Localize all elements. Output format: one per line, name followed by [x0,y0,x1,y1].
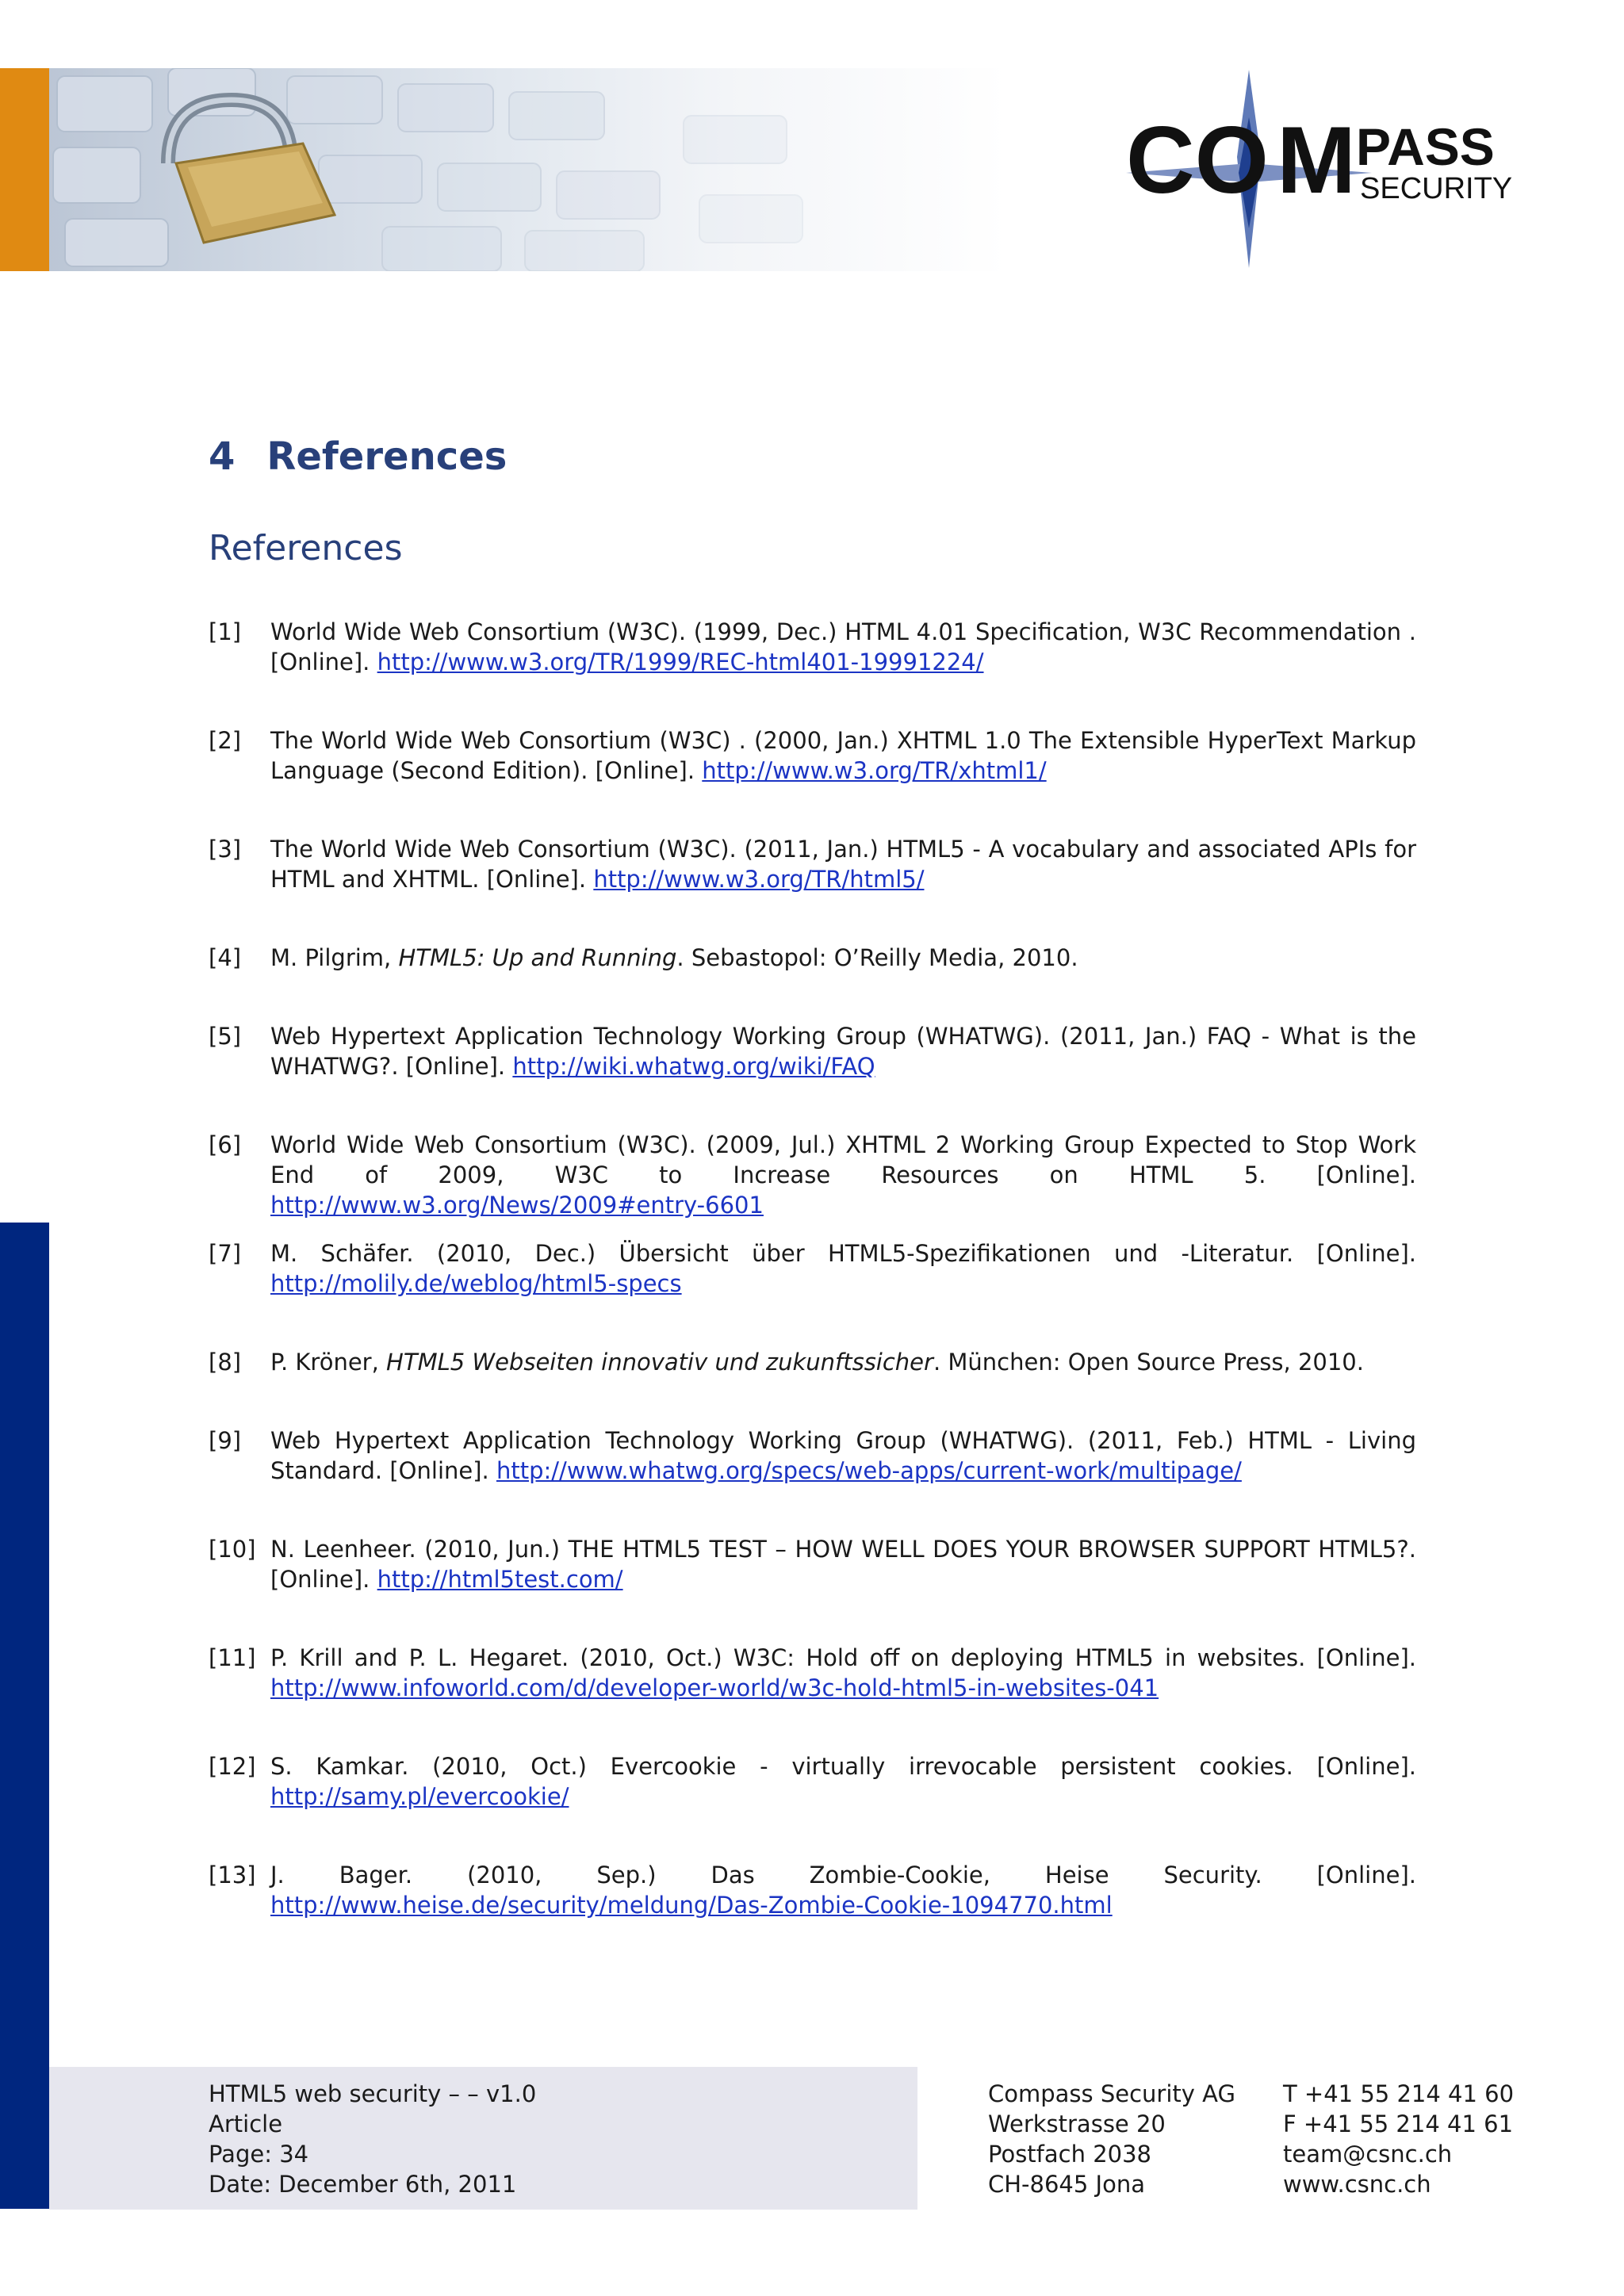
footer-city: CH-8645 Jona [988,2171,1145,2198]
reference-text: P. Krill and P. L. Hegaret. (2010, Oct.) W3C: Hold off on deploying HTML5 in websites. [Online]. [270,1644,1416,1671]
reference-number: [9] [209,1427,242,1454]
reference-link[interactable]: http://www.w3.org/TR/html5/ [593,866,925,893]
footer-date: Date: December 6th, 2011 [209,2171,517,2198]
reference-text: N. Leenheer. (2010, Jun.) THE HTML5 TEST – HOW WELL DOES YOUR BROWSER SUPPORT HTML5?. [Online]. [270,1536,1416,1593]
reference-item [209,1643,1416,1703]
reference-link[interactable]: http://www.whatwg.org/specs/web-apps/current-work/multipage/ [496,1457,1242,1484]
orange-accent-bar [0,68,49,271]
footer-address [988,2079,1235,2199]
reference-text: J. Bager. (2010, Sep.) Das Zombie-Cookie, Heise Security. [Online]. [270,1862,1416,1888]
reference-number: [2] [209,727,242,754]
reference-link[interactable]: http://www.heise.de/security/meldung/Das-Zombie-Cookie-1094770.html [270,1892,1113,1919]
reference-link[interactable]: http://samy.pl/evercookie/ [270,1783,569,1810]
reference-item [209,834,1416,894]
logo-sub-text: SECURITY [1360,172,1513,205]
reference-item [209,1347,1416,1377]
reference-book-title: HTML5: Up and Running [398,944,677,971]
reference-text: Web Hypertext Application Technology Working Group (WHATWG). (2011, Jan.) FAQ - What is the WHATWG?. [Online]. [270,1023,1416,1080]
footer-contact [1283,2079,1514,2199]
footer-pobox: Postfach 2038 [988,2141,1152,2168]
section-title: References [266,434,508,479]
reference-text: The World Wide Web Consortium (W3C). (2011, Jan.) HTML5 - A vocabulary and associated APIs for HTML and XHTML. [Online]. [270,836,1416,893]
reference-link[interactable]: http://html5test.com/ [377,1566,623,1593]
footer-doc-title: HTML5 web security – – v1.0 [209,2080,537,2107]
footer-document-info [209,2079,536,2199]
section-heading [209,434,507,479]
footer-page-number: Page: 34 [209,2141,309,2168]
footer-email[interactable]: team@csnc.ch [1283,2141,1453,2168]
reference-item [209,1130,1416,1220]
reference-item [209,1238,1416,1299]
reference-item [209,617,1416,677]
reference-item [209,725,1416,786]
reference-number: [4] [209,944,242,971]
reference-text: World Wide Web Consortium (W3C). (2009, Jul.) XHTML 2 Working Group Expected to Stop Work End of 2009, W3C to Increase Resources on HTML 5. [Online]. [270,1131,1416,1188]
reference-link[interactable]: http://molily.de/weblog/html5-specs [270,1270,682,1297]
reference-item [209,1425,1416,1486]
reference-number: [1] [209,618,242,645]
reference-item [209,1021,1416,1081]
footer-phone: T +41 55 214 41 60 [1283,2080,1515,2107]
logo-main-text: PASS [1356,117,1495,176]
reference-link[interactable]: http://wiki.whatwg.org/wiki/FAQ [512,1053,875,1080]
compass-security-logo [1118,70,1546,276]
reference-text: . München: Open Source Press, 2010. [933,1349,1364,1376]
footer-fax: F +41 55 214 41 61 [1283,2110,1514,2137]
svg-text:CO: CO [1126,107,1269,213]
reference-number: [12] [209,1753,256,1780]
svg-text:M: M [1277,107,1356,213]
reference-text: Web Hypertext Application Technology Working Group (WHATWG). (2011, Feb.) HTML - Living Standard. [Online]. [270,1427,1416,1484]
reference-number: [5] [209,1023,242,1050]
reference-link[interactable]: http://www.w3.org/News/2009#entry-6601 [270,1192,764,1219]
footer-company: Compass Security AG [988,2080,1235,2107]
reference-book-title: HTML5 Webseiten innovativ und zukunftssicher [386,1349,933,1376]
reference-text: M. Pilgrim, [270,944,399,971]
header-banner-image [0,68,1007,271]
reference-number: [11] [209,1644,256,1671]
reference-number: [7] [209,1240,242,1267]
reference-text: S. Kamkar. (2010, Oct.) Evercookie - virtually irrevocable persistent cookies. [Online]. [270,1753,1416,1780]
reference-text: The World Wide Web Consortium (W3C) . (2000, Jan.) XHTML 1.0 The Extensible HyperText Markup Language (Second Edition). [Online]. [270,727,1416,784]
reference-number: [3] [209,836,242,863]
reference-number: [13] [209,1862,256,1888]
reference-link[interactable]: http://www.w3.org/TR/1999/REC-html401-19991224/ [377,649,984,675]
blue-accent-bar [0,1223,49,2209]
reference-item [209,1534,1416,1594]
keyboard-padlock-graphic [49,68,921,271]
footer-website[interactable]: www.csnc.ch [1283,2171,1431,2198]
reference-text: World Wide Web Consortium (W3C). (1999, Dec.) HTML 4.01 Specification, W3C Recommendation . [Online]. [270,618,1416,675]
reference-item [209,943,1416,973]
reference-number: [10] [209,1536,256,1563]
reference-number: [8] [209,1349,242,1376]
compass-star-icon [1118,70,1546,276]
reference-number: [6] [209,1131,242,1158]
footer-doc-type: Article [209,2110,283,2137]
reference-text: . Sebastopol: O’Reilly Media, 2010. [676,944,1078,971]
reference-item [209,1751,1416,1812]
reference-text: P. Kröner, [270,1349,387,1376]
reference-link[interactable]: http://www.infoworld.com/d/developer-world/w3c-hold-html5-in-websites-041 [270,1674,1159,1701]
section-number: 4 [209,434,236,479]
footer-street: Werkstrasse 20 [988,2110,1166,2137]
reference-item [209,1860,1416,1920]
reference-text: M. Schäfer. (2010, Dec.) Übersicht über HTML5-Spezifikationen und -Literatur. [Online]. [270,1240,1416,1267]
reference-link[interactable]: http://www.w3.org/TR/xhtml1/ [702,757,1047,784]
subsection-heading: References [209,528,403,568]
